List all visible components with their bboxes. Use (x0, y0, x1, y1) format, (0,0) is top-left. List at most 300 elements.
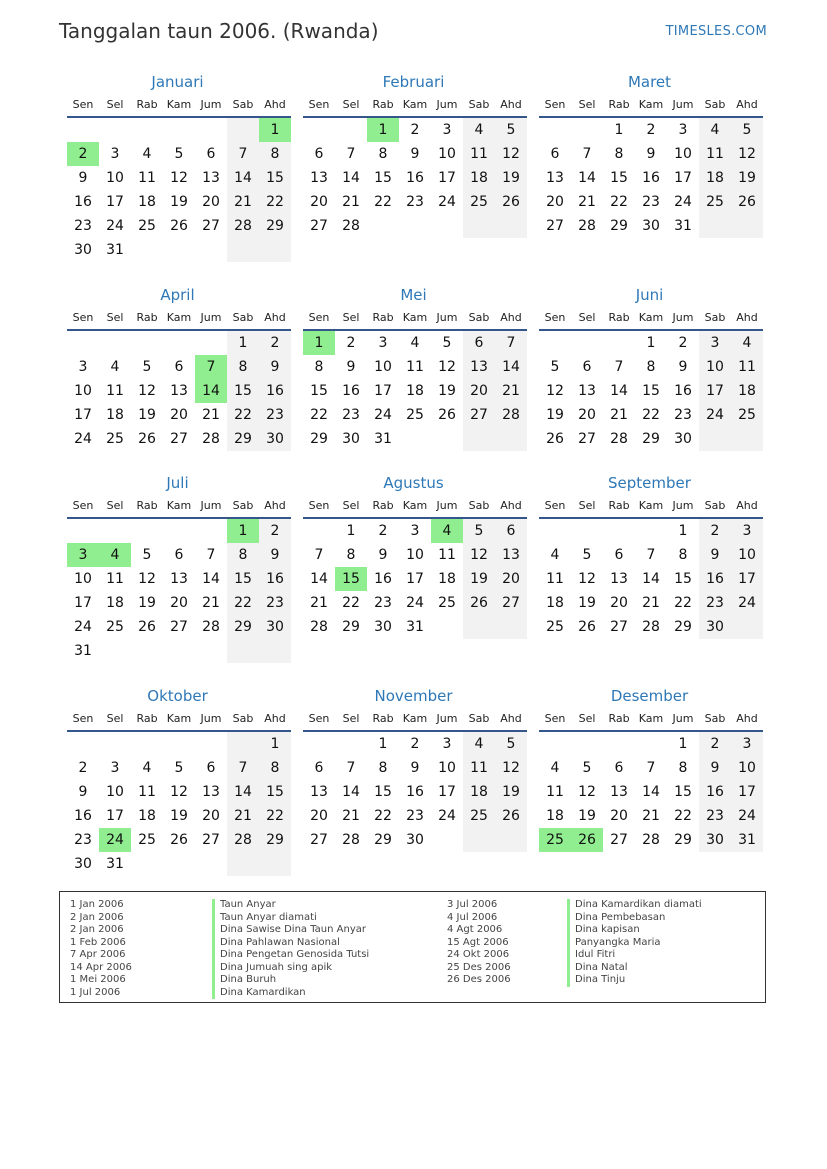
day-cell: 9 (678, 359, 688, 375)
empty-cell (227, 639, 259, 663)
day-cell: 6 (174, 359, 184, 375)
day-grid (539, 331, 763, 451)
day-cell: 9 (646, 146, 656, 162)
weekday-label: Sab (232, 98, 254, 111)
day-cell: 26 (731, 190, 763, 214)
day-cell: 17 (674, 170, 692, 186)
weekday-label: Sen (308, 311, 330, 324)
day-cell: 24 (438, 808, 456, 824)
day-cell: 30 (374, 619, 392, 635)
day-cell: 19 (731, 166, 763, 190)
month-name: Juli (166, 474, 189, 492)
day-cell: 30 (74, 856, 92, 872)
month-name: Juni (635, 286, 664, 304)
day-cell: 29 (642, 431, 660, 447)
day-cell: 5 (582, 547, 592, 563)
empty-cell (431, 828, 463, 852)
day-grid (539, 732, 763, 852)
brand-link[interactable]: TIMESLES.COM (665, 24, 767, 39)
day-cell: 29 (310, 431, 328, 447)
day-cell: 12 (578, 571, 596, 587)
day-cell: 8 (227, 355, 259, 379)
day-cell: 9 (259, 355, 291, 379)
day-cell: 7 (227, 756, 259, 780)
empty-cell (539, 519, 571, 543)
empty-cell (163, 238, 195, 262)
day-cell: 16 (342, 383, 360, 399)
day-cell: 27 (202, 218, 220, 234)
day-cell: 6 (314, 760, 324, 776)
day-cell: 24 (74, 619, 92, 635)
day-cell: 13 (202, 784, 220, 800)
weekday-label: Kam (638, 98, 664, 111)
empty-cell (131, 852, 163, 876)
weekday-label: Jum (672, 712, 694, 725)
empty-cell (495, 615, 527, 639)
day-cell: 25 (546, 619, 564, 635)
day-cell: 26 (463, 591, 495, 615)
day-cell: 3 (699, 331, 731, 355)
day-cell: 1 (678, 736, 688, 752)
day-grid (67, 118, 291, 262)
empty-cell (195, 732, 227, 756)
weekday-label: Rab (136, 98, 158, 111)
month-name: Mei (400, 286, 427, 304)
weekday-header (539, 92, 763, 118)
empty-cell (335, 118, 367, 142)
weekday-label: Sen (544, 311, 566, 324)
empty-cell (163, 639, 195, 663)
weekday-label: Ahd (500, 712, 522, 725)
empty-cell (99, 639, 131, 663)
day-cell: 24 (731, 804, 763, 828)
day-cell: 20 (610, 595, 628, 611)
day-cell: 13 (310, 170, 328, 186)
empty-cell (67, 118, 99, 142)
day-cell: 23 (699, 804, 731, 828)
day-cell: 7 (646, 760, 656, 776)
legend-date: 1 Jul 2006 (70, 986, 121, 998)
day-cell: 8 (259, 142, 291, 166)
empty-cell (539, 118, 571, 142)
weekday-label: Sen (308, 712, 330, 725)
month-september (539, 473, 763, 673)
day-cell: 19 (578, 595, 596, 611)
day-cell: 10 (731, 756, 763, 780)
day-cell: 13 (610, 784, 628, 800)
day-cell: 4 (142, 146, 152, 162)
day-cell: 25 (138, 832, 156, 848)
day-cell: 22 (259, 190, 291, 214)
day-cell: 10 (674, 146, 692, 162)
day-cell: 28 (642, 832, 660, 848)
weekday-header (539, 305, 763, 331)
day-cell: 19 (463, 567, 495, 591)
day-cell: 4 (550, 760, 560, 776)
day-cell: 17 (438, 784, 456, 800)
empty-cell (603, 732, 635, 756)
empty-cell (67, 519, 99, 543)
day-cell: 21 (310, 595, 328, 611)
day-cell: 7 (495, 331, 527, 355)
empty-cell (699, 427, 731, 451)
empty-cell (571, 118, 603, 142)
day-cell: 29 (610, 218, 628, 234)
day-cell: 19 (546, 407, 564, 423)
empty-cell (699, 214, 731, 238)
day-cell: 23 (674, 407, 692, 423)
empty-cell (131, 639, 163, 663)
day-cell: 6 (206, 760, 216, 776)
day-cell: 28 (610, 431, 628, 447)
weekday-label: Kam (402, 499, 428, 512)
month-name: September (608, 474, 691, 492)
empty-cell (495, 427, 527, 451)
month-oktober (67, 686, 291, 886)
day-cell: 15 (374, 170, 392, 186)
weekday-label: Sab (704, 499, 726, 512)
legend-name: Panyangka Maria (567, 937, 702, 950)
legend-name: Dina Buruh (212, 974, 369, 987)
empty-cell (731, 427, 763, 451)
weekday-label: Rab (608, 311, 630, 324)
empty-cell (571, 519, 603, 543)
day-cell: 17 (731, 567, 763, 591)
day-grid (303, 732, 527, 852)
empty-cell (431, 615, 463, 639)
day-cell: 12 (438, 359, 456, 375)
day-cell: 12 (546, 383, 564, 399)
month-name: April (160, 286, 195, 304)
day-cell: 27 (463, 403, 495, 427)
empty-cell (431, 214, 463, 238)
day-cell: 4 (142, 760, 152, 776)
weekday-label: Sen (72, 499, 94, 512)
day-cell: 8 (346, 547, 356, 563)
day-cell: 22 (374, 194, 392, 210)
day-cell: 21 (202, 407, 220, 423)
weekday-label: Jum (436, 712, 458, 725)
day-cell: 19 (495, 780, 527, 804)
weekday-label: Jum (436, 499, 458, 512)
day-cell: 18 (463, 780, 495, 804)
day-grid (67, 519, 291, 663)
day-cell: 1 (646, 335, 656, 351)
day-cell: 28 (310, 619, 328, 635)
day-cell: 17 (699, 379, 731, 403)
day-cell: 29 (259, 214, 291, 238)
day-cell: 16 (699, 567, 731, 591)
empty-cell (131, 238, 163, 262)
day-cell: 1 (227, 331, 259, 355)
day-cell: 11 (438, 547, 456, 563)
day-cell: 18 (138, 194, 156, 210)
weekday-label: Rab (136, 499, 158, 512)
weekday-label: Sel (578, 311, 596, 324)
empty-cell (67, 331, 99, 355)
holiday-day-cell: 3 (67, 543, 99, 567)
day-cell: 12 (138, 571, 156, 587)
day-cell: 20 (610, 808, 628, 824)
day-cell: 24 (106, 218, 124, 234)
day-cell: 28 (578, 218, 596, 234)
day-cell: 27 (495, 591, 527, 615)
day-cell: 22 (342, 595, 360, 611)
day-cell: 5 (550, 359, 560, 375)
day-cell: 23 (259, 403, 291, 427)
day-cell: 19 (495, 166, 527, 190)
weekday-label: Sab (704, 98, 726, 111)
day-cell: 15 (259, 780, 291, 804)
day-cell: 8 (614, 146, 624, 162)
day-cell: 12 (170, 170, 188, 186)
day-cell: 23 (259, 591, 291, 615)
legend-name: Dina Tinju (567, 974, 702, 987)
day-cell: 24 (731, 591, 763, 615)
weekday-header (67, 493, 291, 519)
day-cell: 3 (731, 519, 763, 543)
holiday-day-cell: 1 (259, 118, 291, 142)
day-grid (67, 331, 291, 451)
day-cell: 30 (674, 431, 692, 447)
day-cell: 3 (731, 732, 763, 756)
day-cell: 19 (138, 407, 156, 423)
day-cell: 30 (259, 427, 291, 451)
day-grid (303, 118, 527, 238)
weekday-label: Ahd (736, 311, 758, 324)
legend-date: 3 Jul 2006 (447, 899, 498, 910)
weekday-header (539, 706, 763, 732)
weekday-label: Sen (72, 311, 94, 324)
day-cell: 22 (310, 407, 328, 423)
day-cell: 1 (678, 523, 688, 539)
day-cell: 5 (142, 547, 152, 563)
day-cell: 19 (170, 808, 188, 824)
empty-cell (227, 238, 259, 262)
day-cell: 8 (227, 543, 259, 567)
weekday-label: Sab (468, 311, 490, 324)
day-cell: 15 (374, 784, 392, 800)
weekday-label: Kam (402, 712, 428, 725)
day-cell: 2 (678, 335, 688, 351)
day-cell: 14 (495, 355, 527, 379)
weekday-label: Jum (436, 311, 458, 324)
weekday-label: Rab (608, 712, 630, 725)
empty-cell (195, 519, 227, 543)
day-grid (303, 331, 527, 451)
weekday-header (67, 92, 291, 118)
day-cell: 11 (138, 170, 156, 186)
empty-cell (539, 331, 571, 355)
month-agustus (303, 473, 527, 673)
day-cell: 5 (582, 760, 592, 776)
month-name: Agustus (383, 474, 444, 492)
day-cell: 29 (674, 619, 692, 635)
day-cell: 11 (138, 784, 156, 800)
day-cell: 20 (310, 194, 328, 210)
day-cell: 17 (731, 780, 763, 804)
day-cell: 29 (674, 832, 692, 848)
day-cell: 14 (342, 170, 360, 186)
day-cell: 10 (406, 547, 424, 563)
empty-cell (731, 214, 763, 238)
empty-cell (539, 732, 571, 756)
empty-cell (571, 732, 603, 756)
weekday-label: Ahd (500, 499, 522, 512)
legend-date: 7 Apr 2006 (70, 949, 126, 960)
month-name: Februari (382, 73, 445, 91)
day-cell: 16 (406, 784, 424, 800)
legend-name: Taun Anyar diamati (212, 912, 369, 925)
day-cell: 26 (138, 431, 156, 447)
day-cell: 22 (610, 194, 628, 210)
day-cell: 20 (310, 808, 328, 824)
day-cell: 13 (170, 383, 188, 399)
day-cell: 3 (442, 122, 452, 138)
day-cell: 21 (642, 808, 660, 824)
day-cell: 3 (442, 736, 452, 752)
day-cell: 21 (610, 407, 628, 423)
day-cell: 7 (346, 146, 356, 162)
day-cell: 11 (463, 756, 495, 780)
day-cell: 27 (610, 832, 628, 848)
legend-date: 1 Feb 2006 (70, 936, 126, 948)
empty-cell (67, 732, 99, 756)
day-cell: 2 (646, 122, 656, 138)
day-cell: 9 (699, 756, 731, 780)
day-cell: 20 (463, 379, 495, 403)
empty-cell (259, 639, 291, 663)
weekday-label: Sen (544, 98, 566, 111)
day-cell: 16 (259, 567, 291, 591)
day-cell: 8 (378, 760, 388, 776)
day-cell: 29 (374, 832, 392, 848)
day-cell: 30 (259, 615, 291, 639)
day-cell: 10 (106, 170, 124, 186)
empty-cell (603, 331, 635, 355)
day-cell: 13 (463, 355, 495, 379)
day-cell: 20 (202, 194, 220, 210)
weekday-label: Sab (232, 311, 254, 324)
empty-cell (131, 732, 163, 756)
weekday-label: Jum (200, 499, 222, 512)
weekday-label: Ahd (264, 499, 286, 512)
day-cell: 21 (578, 194, 596, 210)
month-name: Desember (610, 687, 689, 705)
holiday-day-cell: 1 (303, 331, 335, 355)
day-cell: 31 (406, 619, 424, 635)
day-cell: 21 (495, 379, 527, 403)
legend-date: 14 Apr 2006 (70, 961, 132, 973)
day-cell: 14 (342, 784, 360, 800)
day-cell: 9 (346, 359, 356, 375)
day-cell: 23 (374, 595, 392, 611)
day-cell: 18 (699, 166, 731, 190)
legend-date: 1 Mei 2006 (70, 974, 126, 985)
holiday-day-cell: 25 (539, 828, 571, 852)
weekday-label: Sen (308, 98, 330, 111)
day-cell: 7 (582, 146, 592, 162)
weekday-label: Rab (372, 98, 394, 111)
day-cell: 22 (227, 403, 259, 427)
empty-cell (495, 828, 527, 852)
day-cell: 14 (227, 780, 259, 804)
day-cell: 31 (674, 218, 692, 234)
day-cell: 24 (406, 595, 424, 611)
day-cell: 14 (578, 170, 596, 186)
legend-name: Dina kapisan (567, 924, 702, 937)
day-cell: 7 (346, 760, 356, 776)
legend-date: 2 Jan 2006 (70, 924, 124, 935)
month-name: Maret (627, 73, 672, 91)
empty-cell (635, 732, 667, 756)
legend-name: Dina Kamardikan diamati (567, 899, 702, 912)
day-cell: 20 (495, 567, 527, 591)
day-cell: 13 (495, 543, 527, 567)
weekday-label: Sab (704, 712, 726, 725)
day-cell: 21 (227, 804, 259, 828)
day-cell: 14 (310, 571, 328, 587)
day-cell: 17 (438, 170, 456, 186)
weekday-label: Rab (608, 98, 630, 111)
day-cell: 4 (410, 335, 420, 351)
day-cell: 29 (227, 427, 259, 451)
weekday-label: Rab (372, 311, 394, 324)
day-cell: 25 (463, 804, 495, 828)
day-cell: 14 (642, 784, 660, 800)
day-cell: 25 (438, 595, 456, 611)
day-cell: 31 (106, 856, 124, 872)
day-cell: 17 (406, 571, 424, 587)
legend-name: Dina Pahlawan Nasional (212, 937, 369, 950)
weekday-label: Sel (106, 712, 124, 725)
day-cell: 16 (642, 170, 660, 186)
day-cell: 22 (374, 808, 392, 824)
empty-cell (463, 615, 495, 639)
day-cell: 29 (342, 619, 360, 635)
day-cell: 17 (74, 595, 92, 611)
day-cell: 10 (699, 355, 731, 379)
weekday-header (67, 706, 291, 732)
day-cell: 6 (582, 359, 592, 375)
month-november (303, 686, 527, 886)
day-cell: 13 (170, 571, 188, 587)
day-cell: 6 (174, 547, 184, 563)
weekday-label: Sel (106, 499, 124, 512)
weekday-label: Ahd (500, 98, 522, 111)
day-cell: 5 (463, 519, 495, 543)
holiday-day-cell: 1 (367, 118, 399, 142)
day-cell: 5 (495, 118, 527, 142)
day-cell: 27 (578, 431, 596, 447)
legend-date: 25 Des 2006 (447, 961, 511, 973)
empty-cell (367, 214, 399, 238)
legend-date: 2 Jan 2006 (70, 911, 124, 923)
day-cell: 16 (74, 808, 92, 824)
day-cell: 10 (74, 571, 92, 587)
holiday-day-cell: 7 (195, 355, 227, 379)
day-cell: 24 (74, 431, 92, 447)
day-cell: 13 (202, 170, 220, 186)
empty-cell (163, 519, 195, 543)
weekday-label: Ahd (736, 712, 758, 725)
day-cell: 13 (578, 383, 596, 399)
day-cell: 25 (731, 403, 763, 427)
empty-cell (163, 118, 195, 142)
empty-cell (163, 852, 195, 876)
day-cell: 20 (170, 407, 188, 423)
holiday-day-cell: 1 (227, 519, 259, 543)
